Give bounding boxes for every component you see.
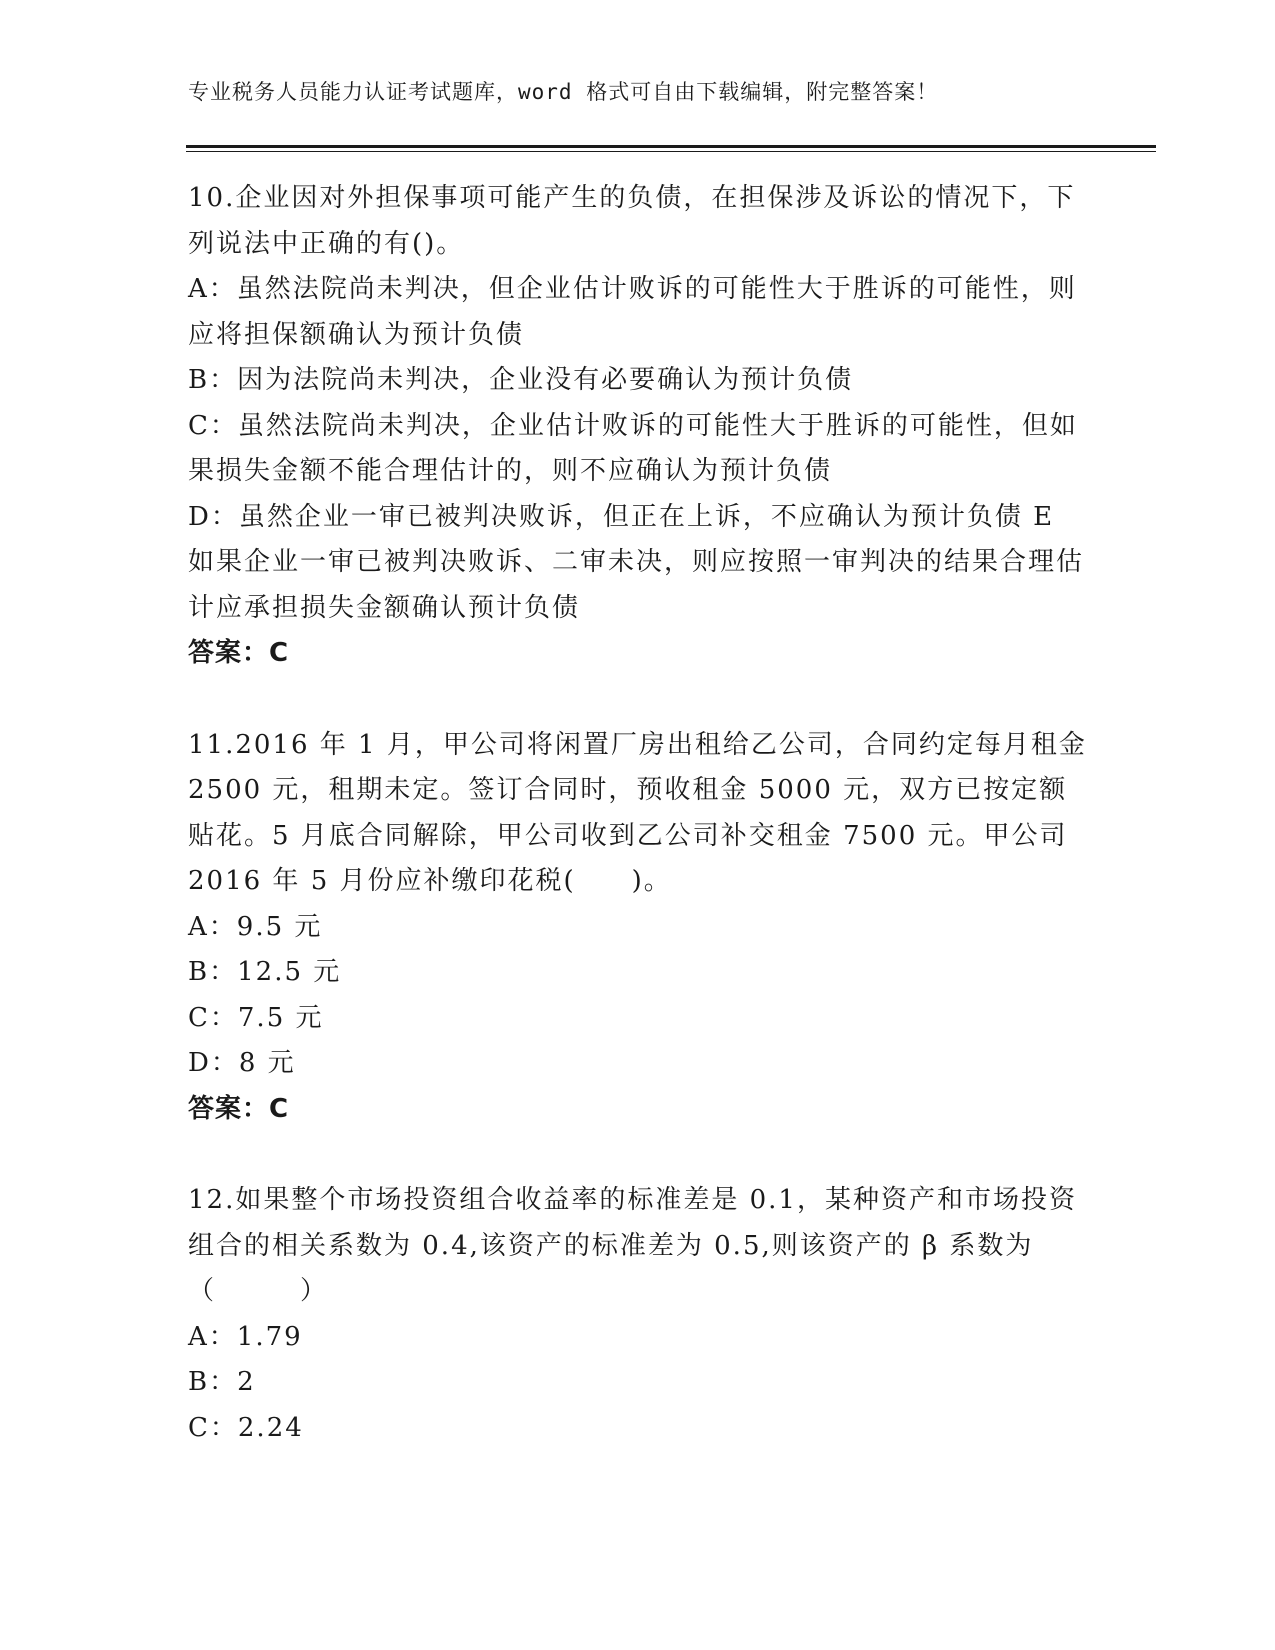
header-divider-thin [186, 151, 1156, 152]
option-c: C：虽然法院尚未判决，企业估计败诉的可能性大于胜诉的可能性，但如果损失金额不能合理估计的，则不应确认为预计负债 [188, 410, 1078, 486]
option-a: A：1.79 [188, 1321, 303, 1352]
question-list [188, 176, 1088, 1451]
option-c: C：7.5 元 [188, 1002, 324, 1033]
question-stem: 12.如果整个市场投资组合收益率的标准差是 0.1，某种资产和市场投资组合的相关系数为 0.4,该资产的标准差为 0.5,则该资产的 β 系数为（ ） [188, 1185, 1077, 1306]
answer-label: 答案：C [188, 638, 290, 668]
option-b: B：因为法院尚未判决，企业没有必要确认为预计负债 [188, 365, 854, 395]
question-10 [188, 176, 1088, 677]
question-stem: 10.企业因对外担保事项可能产生的负债，在担保涉及诉讼的情况下，下列说法中正确的有()。 [188, 183, 1076, 259]
option-b: B：12.5 元 [188, 957, 342, 987]
question-spacer [188, 677, 1088, 723]
header-divider-thick [186, 145, 1156, 148]
option-a: A：虽然法院尚未判决，但企业估计败诉的可能性大于胜诉的可能性，则应将担保额确认为预计负债 [188, 274, 1077, 350]
question-11 [188, 723, 1088, 1133]
option-d: D：8 元 [188, 1048, 296, 1078]
option-b: B：2 [188, 1367, 256, 1397]
question-stem: 11.2016 年 1 月，甲公司将闲置厂房出租给乙公司，合同约定每月租金 2500 元，租期未定。签订合同时，预收租金 5000 元，双方已按定额贴花。5 月底合同解除，甲公司收到乙公司补交租金 7500 元。甲公司 2016 年 5 月份应补缴印花税( )。 [188, 729, 1087, 896]
question-12 [188, 1178, 1088, 1451]
option-d: D：虽然企业一审已被判决败诉，但正在上诉，不应确认为预计负债 E 如果企业一审已被判决败诉、二审未决，则应按照一审判决的结果合理估计应承担损失金额确认预计负债 [188, 501, 1085, 623]
page-header-title: 专业税务人员能力认证考试题库，word 格式可自由下载编辑，附完整答案！ [188, 80, 939, 104]
question-spacer [188, 1132, 1088, 1178]
option-c: C：2.24 [188, 1412, 304, 1443]
option-a: A：9.5 元 [188, 911, 323, 942]
answer-label: 答案：C [188, 1093, 290, 1124]
